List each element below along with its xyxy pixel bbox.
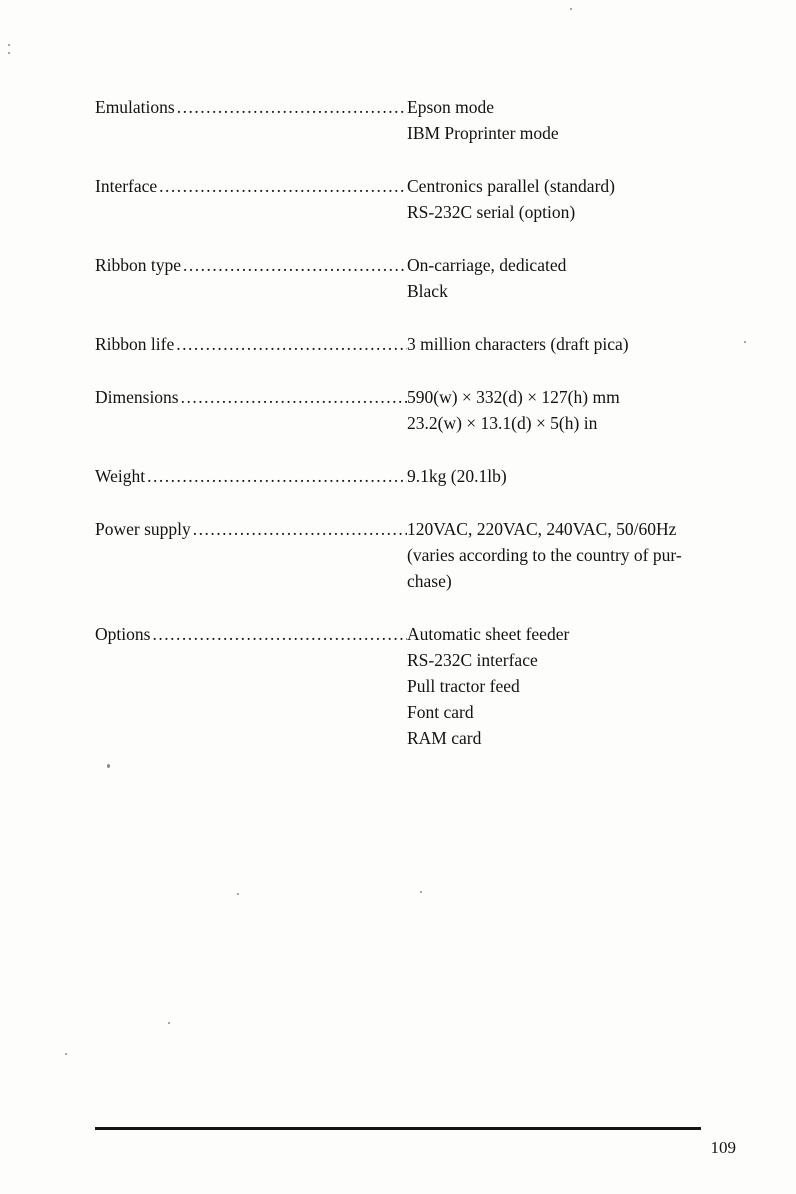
spec-row <box>95 252 737 304</box>
spec-values <box>407 384 737 436</box>
spec-values <box>407 94 737 146</box>
spec-list <box>95 94 737 778</box>
spec-value-line: 9.1kg (20.1lb) <box>407 466 507 486</box>
spec-label: Emulations <box>95 97 175 117</box>
dot-leader <box>177 94 407 120</box>
footer-rule <box>95 1127 701 1130</box>
spec-value-line: Black <box>407 281 448 301</box>
spec-value-line: 590(w) × 332(d) × 127(h) mm <box>407 387 620 407</box>
dot-leader <box>183 252 407 278</box>
dot-leader <box>193 516 407 542</box>
spec-value-line: Font card <box>407 702 474 722</box>
spec-values <box>407 252 737 304</box>
spec-values <box>407 331 737 357</box>
spec-value-line: On-carriage, dedicated <box>407 255 567 275</box>
spec-value-line: 23.2(w) × 13.1(d) × 5(h) in <box>407 413 598 433</box>
dot-leader <box>152 621 407 647</box>
page-footer <box>95 1127 736 1159</box>
spec-row <box>95 516 737 594</box>
spec-row <box>95 173 737 225</box>
spec-value-line: chase) <box>407 571 452 591</box>
scan-speck <box>570 8 572 10</box>
spec-label: Ribbon type <box>95 255 182 275</box>
scan-speck <box>168 1022 170 1024</box>
scan-speck <box>65 1053 67 1055</box>
spec-value-line: 120VAC, 220VAC, 240VAC, 50/60Hz <box>407 519 677 539</box>
spec-row <box>95 331 737 357</box>
spec-label: Interface <box>95 176 158 196</box>
spec-values <box>407 516 737 594</box>
scan-speck <box>8 52 10 54</box>
spec-value-line: RS-232C serial (option) <box>407 202 576 222</box>
dot-leader <box>147 463 407 489</box>
spec-label: Dimensions <box>95 387 179 407</box>
spec-value-line: Centronics parallel (standard) <box>407 176 615 196</box>
spec-values <box>407 173 737 225</box>
scan-speck <box>420 891 422 893</box>
spec-value-line: Automatic sheet feeder <box>407 624 570 644</box>
spec-row <box>95 463 737 489</box>
spec-row <box>95 621 737 751</box>
spec-label: Weight <box>95 466 146 486</box>
spec-value-line: RAM card <box>407 728 482 748</box>
spec-values <box>407 463 737 489</box>
spec-label-cell <box>95 252 407 278</box>
spec-value-line: 3 million characters (draft pica) <box>407 334 629 354</box>
page-number: 109 <box>710 1138 736 1157</box>
spec-value-line: (varies according to the country of pur- <box>407 545 682 565</box>
spec-label-cell <box>95 621 407 647</box>
dot-leader <box>159 173 407 199</box>
spec-values <box>407 621 737 751</box>
spec-label-cell <box>95 516 407 542</box>
spec-row <box>95 94 737 146</box>
spec-value-line: RS-232C interface <box>407 650 538 670</box>
spec-value-line: Pull tractor feed <box>407 676 520 696</box>
dot-leader <box>181 384 407 410</box>
spec-value-line: Epson mode <box>407 97 495 117</box>
spec-value-line: IBM Proprinter mode <box>407 123 559 143</box>
spec-label-cell <box>95 331 407 357</box>
spec-label-cell <box>95 94 407 120</box>
scan-speck <box>744 341 746 343</box>
spec-label: Power supply <box>95 519 191 539</box>
spec-label: Ribbon life <box>95 334 175 354</box>
scan-speck <box>237 893 239 895</box>
spec-label-cell <box>95 173 407 199</box>
scan-speck <box>8 44 10 46</box>
dot-leader <box>176 331 407 357</box>
scan-speck <box>107 764 110 768</box>
spec-row <box>95 384 737 436</box>
spec-label: Options <box>95 624 151 644</box>
spec-label-cell <box>95 463 407 489</box>
spec-label-cell <box>95 384 407 410</box>
